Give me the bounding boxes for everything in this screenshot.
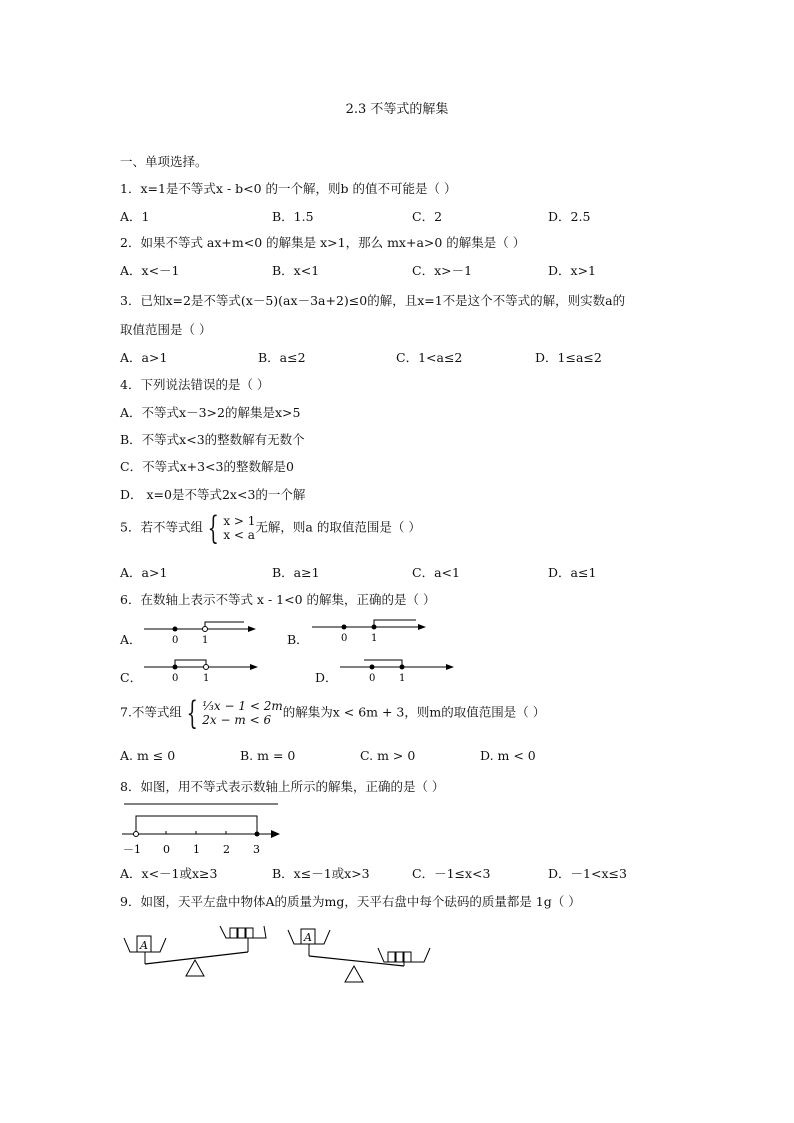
tick-label-1: 1	[202, 635, 209, 646]
tick-label-1: 1	[203, 673, 210, 684]
tick-label-0: 0	[163, 843, 170, 856]
q2-option-a: A．x<－1	[120, 263, 180, 278]
q5-option-d: D．a≤1	[548, 565, 597, 580]
q7-option-b: B. m = 0	[240, 748, 296, 763]
q5-suffix: 无解，则a 的取值范围是（ ）	[255, 519, 421, 535]
tick-label-0: 0	[369, 673, 376, 684]
q4-option-d: D． x=0是不等式2x<3的一个解	[120, 487, 306, 502]
q4-option-b: B．不等式x<3的整数解有无数个	[120, 432, 305, 447]
system-row-1: x > 1	[223, 514, 256, 528]
balance-scale-2	[284, 926, 434, 990]
question-2: 2．如果不等式 ax+m<0 的解集是 x>1，那么 mx+a>0 的解集是（ ）	[120, 235, 526, 250]
system-row-2: x < a	[223, 528, 255, 542]
question-6: 6．在数轴上表示不等式 x - 1<0 的解集，正确的是（ ）	[120, 592, 436, 607]
tick-label-3: 3	[253, 843, 260, 856]
q7-option-d: D. m < 0	[480, 748, 536, 763]
number-line-c	[142, 656, 264, 684]
q2-option-b: B．x<1	[272, 263, 320, 278]
number-line-q8	[118, 800, 286, 858]
question-4: 4．下列说法错误的是（ ）	[120, 377, 270, 392]
q2-option-c: C．x>－1	[412, 263, 473, 278]
tick-label-2: 2	[223, 843, 230, 856]
object-a-label: A	[304, 931, 312, 944]
object-a-label: A	[140, 939, 148, 952]
system-row-2: 2x − m < 6	[202, 713, 272, 727]
number-line-b	[310, 616, 432, 644]
q3-option-a: A．a>1	[120, 350, 168, 365]
q8-option-a: A．x<－1或x≥3	[120, 866, 218, 881]
q1-option-c: C．2	[412, 209, 443, 224]
question-7	[120, 694, 546, 732]
q7-suffix: 的解集为x < 6m + 3，则m的取值范围是（ ）	[282, 704, 546, 720]
q5-prefix: 5．若不等式组	[120, 519, 203, 535]
q6-label-d: D．	[315, 670, 338, 685]
tick-label-0: 0	[172, 635, 179, 646]
number-line-d	[338, 656, 460, 684]
inequality-system	[223, 514, 255, 542]
q5-option-b: B．a≥1	[272, 565, 320, 580]
q8-option-b: B．x≤－1或x>3	[272, 866, 370, 881]
question-3-line-2: 取值范围是（ ）	[120, 322, 212, 337]
question-1: 1．x=1是不等式x - b<0 的一个解，则b 的值不可能是（ ）	[120, 181, 457, 196]
q6-label-a: A．	[120, 632, 142, 647]
q4-option-a: A．不等式x－3>2的解集是x>5	[120, 405, 301, 420]
q1-option-d: D．2.5	[548, 209, 591, 224]
q2-option-d: D．x>1	[548, 263, 596, 278]
question-9: 9．如图，天平左盘中物体A的质量为mg，天平右盘中每个砝码的质量都是 1g（ ）	[120, 894, 581, 909]
q3-option-d: D．1≤a≤2	[535, 350, 602, 365]
tick-label-1: 1	[399, 673, 406, 684]
q3-option-c: C．1<a≤2	[396, 350, 463, 365]
tick-label-minus-1: －1	[123, 843, 141, 856]
q5-option-a: A．a>1	[120, 565, 168, 580]
system-row-1: ⅓x − 1 < 2m	[202, 699, 283, 713]
q1-option-b: B．1.5	[272, 209, 314, 224]
q6-label-b: B．	[287, 632, 309, 647]
brace-icon: {	[207, 509, 219, 547]
section-heading: 一、单项选择。	[120, 154, 208, 169]
tick-label-1: 1	[371, 633, 378, 644]
q3-option-b: B．a≤2	[258, 350, 306, 365]
q8-option-c: C．－1≤x<3	[412, 866, 491, 881]
q8-option-d: D．－1<x≤3	[548, 866, 627, 881]
balance-scale-1	[118, 918, 268, 982]
question-8: 8．如图，用不等式表示数轴上所示的解集，正确的是（ ）	[120, 779, 445, 794]
q7-option-c: C. m > 0	[360, 748, 416, 763]
q1-option-a: A．1	[120, 209, 150, 224]
tick-label-0: 0	[341, 633, 348, 644]
question-3-line-1: 3．已知x=2是不等式(x－5)(ax－3a+2)≤0的解，且x=1不是这个不等式的解，则实数a的	[120, 293, 626, 308]
q6-label-c: C．	[120, 670, 143, 685]
q4-option-c: C．不等式x+3<3的整数解是0	[120, 459, 294, 474]
tick-label-0: 0	[172, 673, 179, 684]
number-line-a	[142, 618, 262, 646]
tick-label-1: 1	[193, 843, 200, 856]
q7-prefix: 7.不等式组	[120, 704, 182, 720]
q7-option-a: A. m ≤ 0	[120, 748, 176, 763]
question-5	[120, 509, 421, 547]
brace-icon: {	[186, 694, 198, 732]
page-title: 2.3 不等式的解集	[345, 102, 449, 117]
inequality-system	[202, 699, 282, 727]
q5-option-c: C．a<1	[412, 565, 460, 580]
